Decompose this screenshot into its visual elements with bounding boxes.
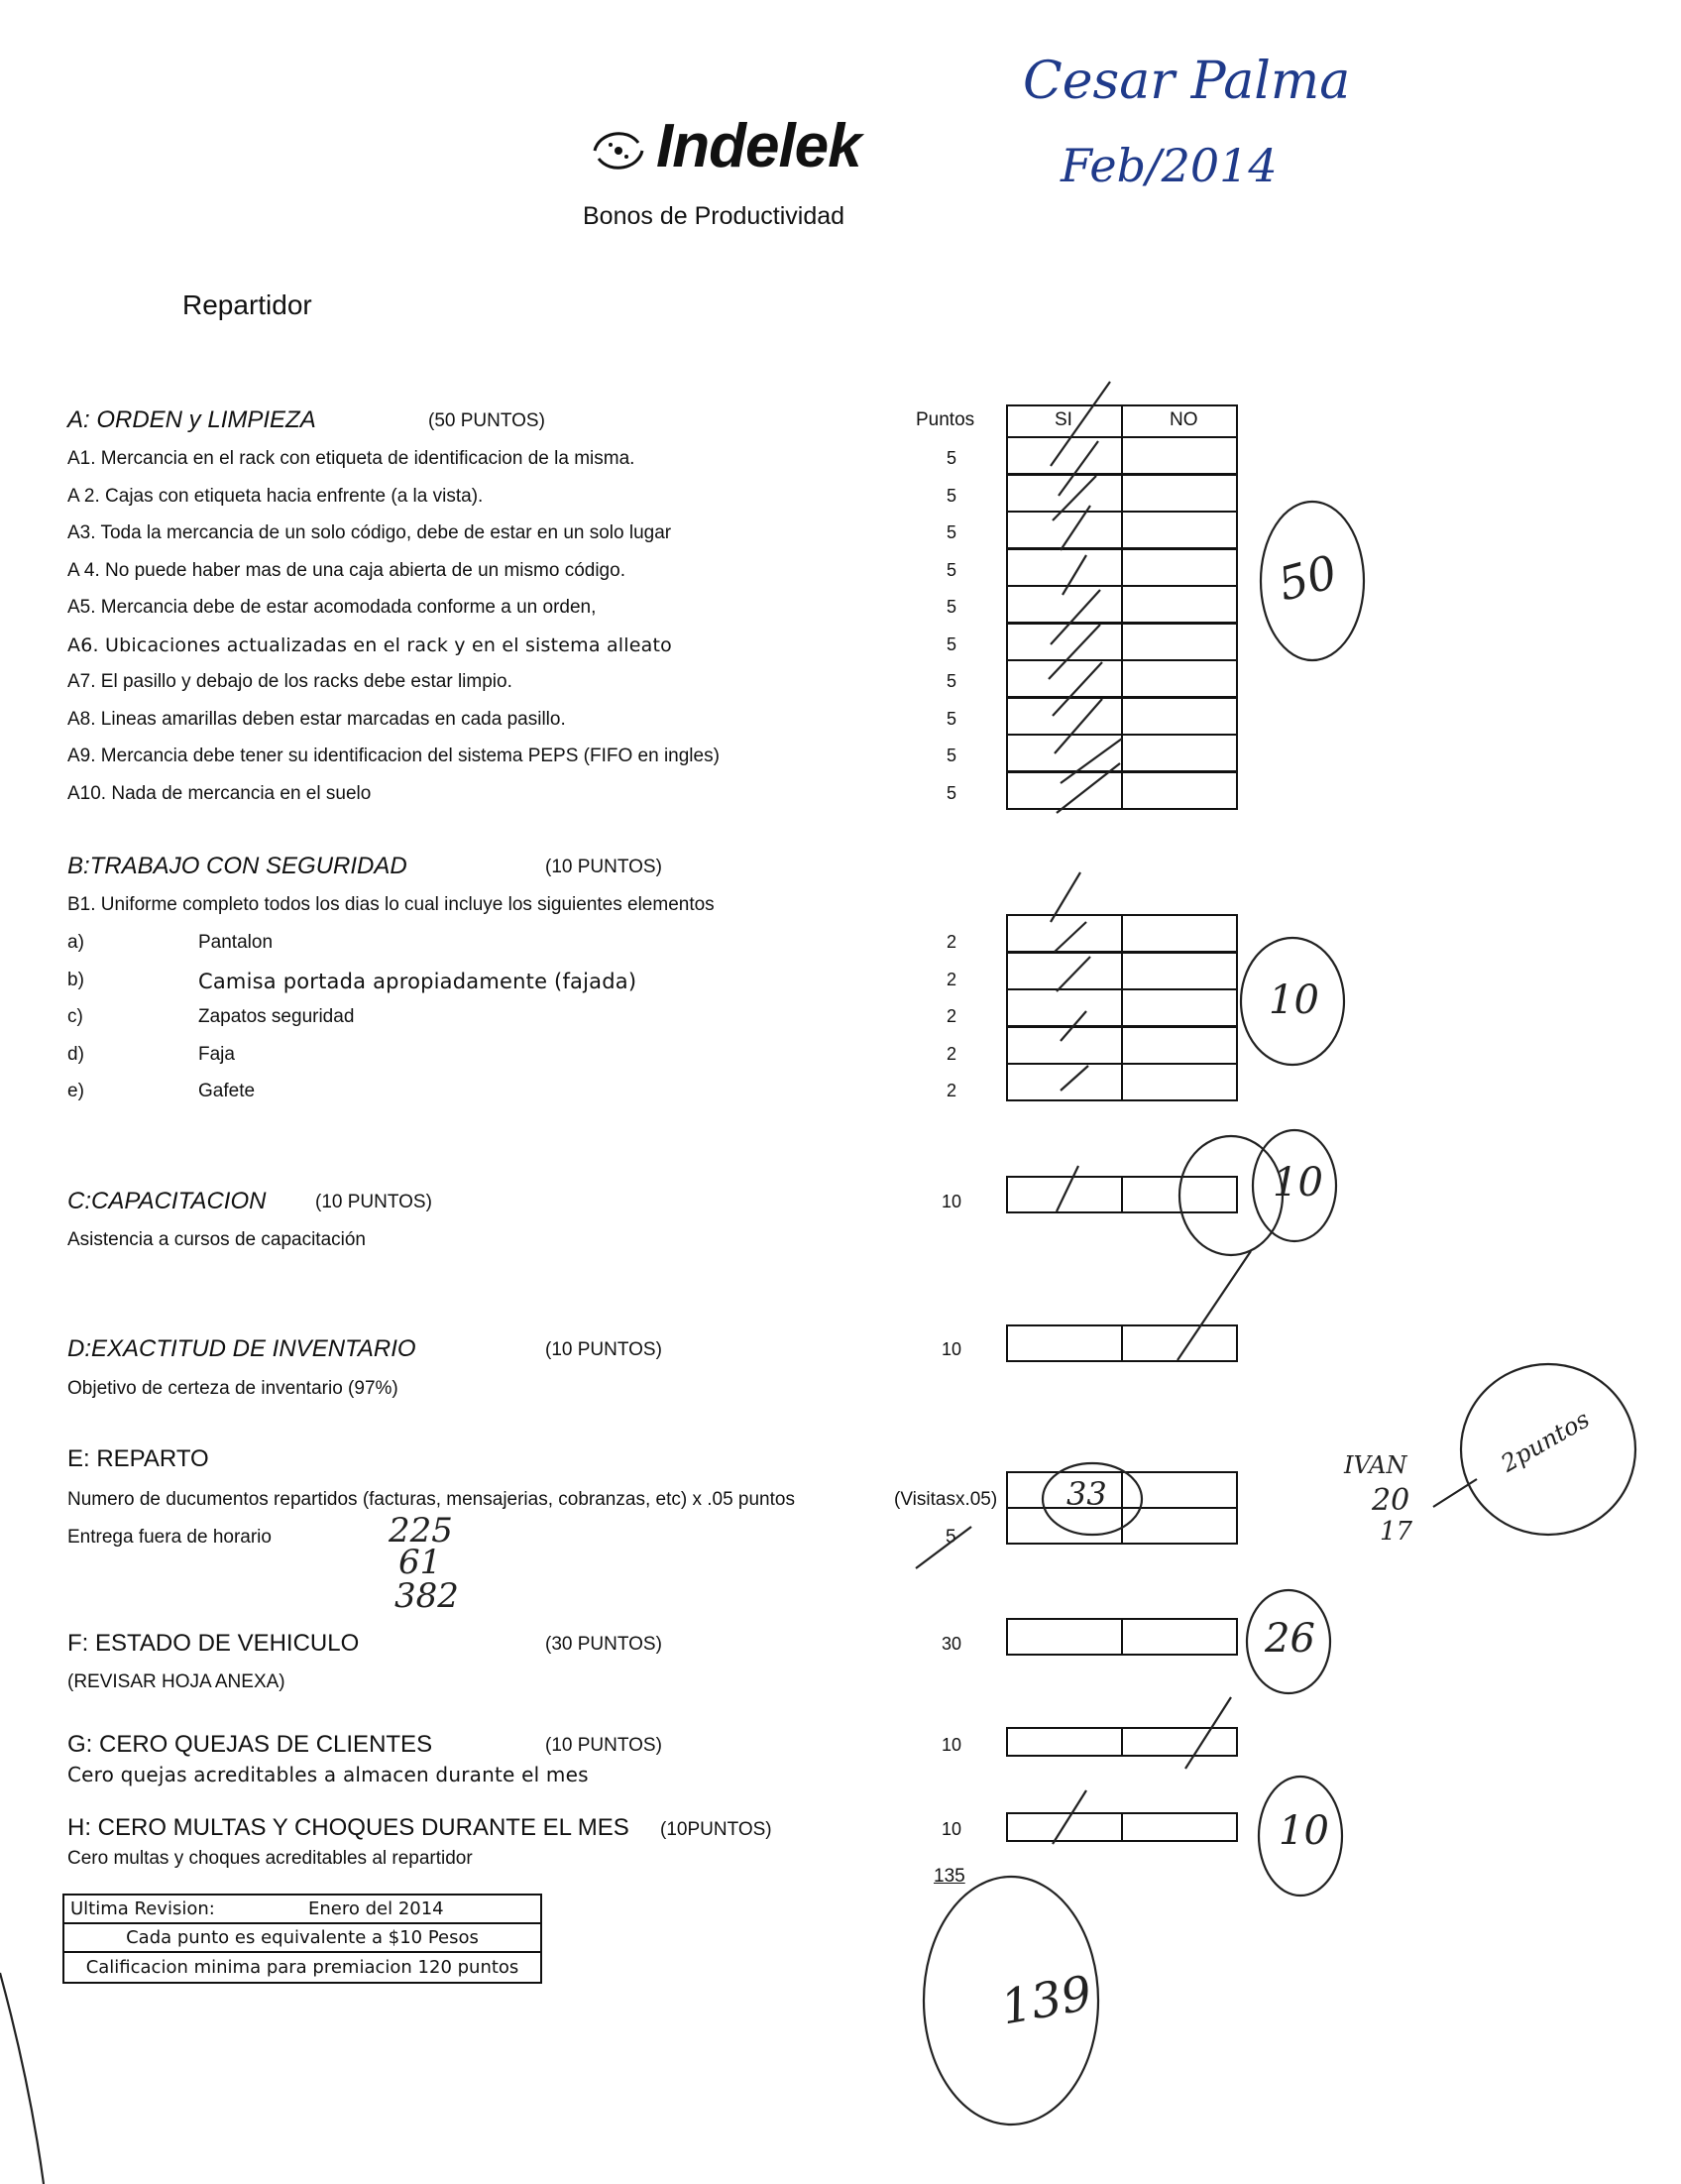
section-a-no-cell[interactable]	[1121, 474, 1238, 513]
section-a-no-cell[interactable]	[1121, 659, 1238, 698]
section-a-item-1: A1. Mercancia en el rack con etiqueta de identificacion de la misma.	[67, 448, 635, 469]
col-no-header: NO	[1170, 409, 1198, 430]
section-a-si-cell[interactable]	[1006, 585, 1123, 624]
section-a-no-cell[interactable]	[1121, 734, 1238, 772]
col-si-header: SI	[1055, 409, 1072, 430]
section-e-desc2: Entrega fuera de horario	[67, 1527, 272, 1548]
handwritten-date: Feb/2014	[1061, 139, 1278, 192]
footer-rev-value: Enero del 2014	[308, 1898, 444, 1919]
section-b-item-text: Gafete	[198, 1081, 256, 1101]
section-h-pts: 10	[941, 1819, 962, 1839]
section-b-no-cell[interactable]	[1121, 914, 1238, 953]
section-c-desc: Asistencia a cursos de capacitación	[67, 1229, 366, 1250]
footer-row-equivalence	[64, 1924, 540, 1953]
section-a-no-cell[interactable]	[1121, 585, 1238, 624]
footer-box	[62, 1894, 542, 1984]
section-b-si-cell[interactable]	[1006, 914, 1123, 953]
section-a-item-4: A 4. No puede haber mas de una caja abierta de un mismo código.	[67, 559, 625, 581]
section-a-si-cell[interactable]	[1006, 436, 1123, 475]
section-c-si-cell[interactable]	[1006, 1176, 1123, 1213]
hand-number-3: 382	[394, 1576, 459, 1616]
section-a-item-pts: 5	[946, 671, 956, 691]
score-e: 33	[1066, 1475, 1107, 1513]
section-a-si-cell[interactable]	[1006, 697, 1123, 736]
section-e-no-cell-1[interactable]	[1121, 1471, 1238, 1509]
section-d-si-cell[interactable]	[1006, 1324, 1123, 1362]
section-a-si-cell[interactable]	[1006, 511, 1123, 549]
score-f: 26	[1265, 1616, 1315, 1662]
side-note-2: 20	[1372, 1483, 1410, 1518]
section-e-pts: (Visitasx.05)	[894, 1489, 998, 1510]
total-score: 139	[996, 1965, 1096, 2036]
hand-number-2: 61	[398, 1543, 442, 1582]
hand-number-1: 225	[389, 1511, 453, 1551]
section-b-intro: B1. Uniforme completo todos los dias lo cual incluye los siguientes elementos	[67, 894, 715, 915]
section-b-item-text: Pantalon	[198, 932, 274, 953]
section-c-pts: 10	[941, 1192, 962, 1211]
section-c-title: C:CAPACITACION	[67, 1188, 267, 1214]
section-h-title: H: CERO MULTAS Y CHOQUES DURANTE EL MES	[67, 1814, 629, 1841]
section-e-title: E: REPARTO	[67, 1445, 209, 1472]
section-a-no-cell[interactable]	[1121, 548, 1238, 587]
section-a-item-pts: 5	[946, 597, 956, 617]
section-a-item-pts: 5	[946, 485, 956, 506]
section-a-no-cell[interactable]	[1121, 511, 1238, 549]
section-a-si-cell[interactable]	[1006, 548, 1123, 587]
section-a-item-10: A10. Nada de mercancia en el suelo	[67, 782, 372, 804]
section-a-points: (50 PUNTOS)	[428, 410, 545, 431]
section-b-si-cell[interactable]	[1006, 1026, 1123, 1065]
section-a-item-5: A5. Mercancia debe de estar acomodada conforme a un orden,	[67, 597, 597, 618]
section-a-item-pts: 5	[946, 782, 956, 803]
section-b-item-text: Camisa portada apropiadamente (fajada)	[198, 969, 637, 993]
section-b-item-letter: c)	[67, 1006, 83, 1027]
section-f-si-cell[interactable]	[1006, 1618, 1123, 1656]
section-b-item-letter: e)	[67, 1081, 84, 1101]
section-a-no-cell[interactable]	[1121, 697, 1238, 736]
section-f-pts: 30	[941, 1634, 962, 1654]
section-b-no-cell[interactable]	[1121, 1026, 1238, 1065]
section-b-item-pts: 2	[946, 1081, 956, 1100]
col-points-header: Puntos	[916, 409, 975, 430]
section-b-no-cell[interactable]	[1121, 952, 1238, 990]
section-b-points: (10 PUNTOS)	[545, 857, 662, 877]
section-f-points: (30 PUNTOS)	[545, 1634, 662, 1655]
section-a-item-8: A8. Lineas amarillas deben estar marcadas en cada pasillo.	[67, 708, 566, 730]
section-b-item-pts: 2	[946, 1043, 956, 1064]
footer-row-revision	[64, 1896, 540, 1924]
section-b-item-text: Zapatos seguridad	[198, 1006, 355, 1027]
score-b: 10	[1269, 977, 1319, 1023]
section-b-item-pts: 2	[946, 932, 956, 952]
section-h-desc: Cero multas y choques acreditables al repartidor	[67, 1848, 473, 1869]
section-a-item-6: A6. Ubicaciones actualizadas en el rack y en el sistema alleato	[67, 633, 672, 656]
section-b-si-cell[interactable]	[1006, 1063, 1123, 1101]
section-c-points: (10 PUNTOS)	[315, 1192, 432, 1212]
section-d-desc: Objetivo de certeza de inventario (97%)	[67, 1378, 398, 1399]
section-f-desc: (REVISAR HOJA ANEXA)	[67, 1671, 285, 1692]
section-b-si-cell[interactable]	[1006, 952, 1123, 990]
section-a-item-pts: 5	[946, 559, 956, 580]
footer-row-minimum	[64, 1953, 540, 1982]
page-title: Bonos de Productividad	[583, 202, 845, 230]
section-a-item-pts: 5	[946, 746, 956, 765]
section-a-item-pts: 5	[946, 448, 956, 468]
section-a-no-cell[interactable]	[1121, 623, 1238, 661]
section-c-no-cell[interactable]	[1121, 1176, 1238, 1213]
section-e-no-cell-2[interactable]	[1121, 1507, 1238, 1545]
section-b-item-pts: 2	[946, 969, 956, 989]
brand-name: Indelek	[656, 112, 861, 180]
section-a-item-pts: 5	[946, 708, 956, 729]
section-a-item-pts: 5	[946, 633, 956, 654]
footer-line-3: Calificacion minima para premiacion 120 puntos	[85, 1957, 519, 1978]
section-b-item-letter: a)	[67, 932, 84, 953]
section-e-desc: Numero de ducumentos repartidos (facturas, mensajerias, cobranzas, etc) x .05 puntos	[67, 1489, 795, 1510]
score-a: 50	[1273, 544, 1343, 612]
section-a-si-cell[interactable]	[1006, 659, 1123, 698]
score-c: 10	[1273, 1160, 1323, 1206]
section-h-points: (10PUNTOS)	[660, 1819, 772, 1840]
section-h-no-cell[interactable]	[1121, 1812, 1238, 1842]
section-a-item-pts: 5	[946, 522, 956, 542]
section-b-item-text: Faja	[198, 1043, 235, 1065]
section-g-points: (10 PUNTOS)	[545, 1735, 662, 1756]
role-title: Repartidor	[182, 289, 312, 320]
section-b-item-letter: b)	[67, 969, 84, 990]
section-a-title: A: ORDEN y LIMPIEZA	[67, 406, 316, 433]
section-a-item-3: A3. Toda la mercancia de un solo código, debe de estar en un solo lugar	[67, 522, 672, 543]
section-a-item-9: A9. Mercancia debe tener su identificacion del sistema PEPS (FIFO en ingles)	[67, 746, 720, 766]
footer-rev-label: Ultima Revision:	[70, 1898, 215, 1919]
section-b-title: B:TRABAJO CON SEGURIDAD	[67, 853, 407, 879]
section-a-no-cell[interactable]	[1121, 436, 1238, 475]
section-g-pts: 10	[941, 1735, 962, 1755]
section-b-item-letter: d)	[67, 1043, 84, 1065]
section-b-si-cell[interactable]	[1006, 988, 1123, 1027]
score-h: 10	[1279, 1808, 1329, 1854]
section-h-si-cell[interactable]	[1006, 1812, 1123, 1842]
section-f-title: F: ESTADO DE VEHICULO	[67, 1630, 360, 1657]
side-note-3: 17	[1380, 1517, 1413, 1547]
total-points: 135	[934, 1866, 965, 1887]
section-a-si-cell[interactable]	[1006, 623, 1123, 661]
section-d-title: D:EXACTITUD DE INVENTARIO	[67, 1335, 416, 1362]
section-f-no-cell[interactable]	[1121, 1618, 1238, 1656]
section-e-pts2: 5	[946, 1527, 956, 1548]
footer-line-2: Cada punto es equivalente a $10 Pesos	[126, 1927, 479, 1948]
section-d-pts: 10	[941, 1339, 962, 1359]
section-b-no-cell[interactable]	[1121, 1063, 1238, 1101]
section-d-no-cell[interactable]	[1121, 1324, 1238, 1362]
section-a-si-cell[interactable]	[1006, 474, 1123, 513]
section-a-si-cell[interactable]	[1006, 771, 1123, 810]
section-g-si-cell[interactable]	[1006, 1727, 1123, 1757]
side-circle-note: 2puntos	[1496, 1405, 1595, 1478]
section-g-desc: Cero quejas acreditables a almacen durante el mes	[67, 1763, 589, 1786]
side-note-1: IVAN	[1344, 1451, 1407, 1479]
section-g-title: G: CERO QUEJAS DE CLIENTES	[67, 1731, 433, 1758]
section-a-no-cell[interactable]	[1121, 771, 1238, 810]
indelek-swirl-icon	[587, 121, 650, 180]
section-a-item-7: A7. El pasillo y debajo de los racks debe estar limpio.	[67, 671, 512, 692]
section-d-points: (10 PUNTOS)	[545, 1339, 662, 1360]
section-b-no-cell[interactable]	[1121, 988, 1238, 1027]
section-a-item-2: A 2. Cajas con etiqueta hacia enfrente (a la vista).	[67, 485, 484, 507]
section-g-no-cell[interactable]	[1121, 1727, 1238, 1757]
section-b-item-pts: 2	[946, 1006, 956, 1026]
handwritten-name: Cesar Palma	[1023, 52, 1351, 111]
section-a-si-cell[interactable]	[1006, 734, 1123, 772]
